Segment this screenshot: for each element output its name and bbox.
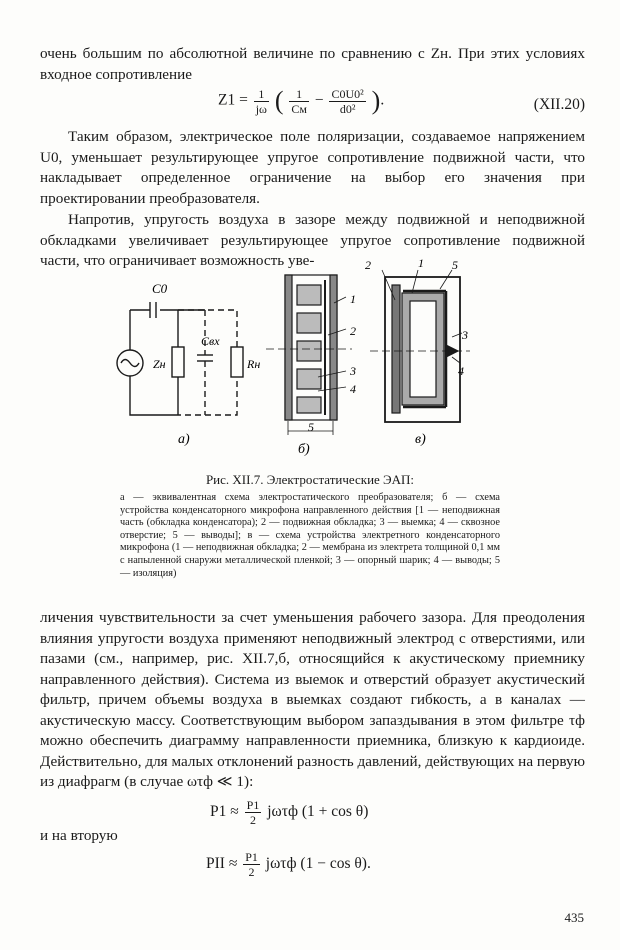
eq-p2-frac bbox=[243, 850, 260, 879]
eq-p2-lhs: PII ≈ bbox=[206, 855, 238, 873]
eq-p1-lhs: P1 ≈ bbox=[210, 803, 239, 821]
label-panel-a: а) bbox=[178, 432, 190, 447]
label-cin: Cвх bbox=[201, 334, 220, 348]
label-b3: 3 bbox=[350, 364, 356, 378]
label-c3: 3 bbox=[462, 328, 468, 342]
eq-frac1-den: jω bbox=[255, 101, 267, 116]
eq-frac1 bbox=[254, 87, 269, 116]
page-number: 435 bbox=[564, 910, 584, 925]
label-c4: 4 bbox=[458, 364, 464, 378]
paragraph-1: очень большим по абсолютной величине по сравнению с Zн. При этих условиях входное сопротивление bbox=[40, 45, 585, 83]
figure-xii7 bbox=[0, 255, 620, 470]
paragraph-3: Напротив, упругость воздуха в зазоре между подвижной и неподвижной обкладками увеличивает результирующее упругое сопротивление подвижной части, что ограничивает возможность уве- bbox=[40, 211, 585, 269]
label-b5: 5 bbox=[308, 420, 314, 434]
label-panel-b: б) bbox=[298, 442, 310, 457]
eq-p1-frac bbox=[245, 798, 262, 827]
equation-p2 bbox=[206, 850, 371, 879]
figure-caption-text: а — эквивалентная схема электростатического преобразователя; б — схема устройства конденсаторного микрофона направленного действия [1 — неподвижная часть (обкладка конденсатора); 2 — подвижная обкладка; 3 — выемка; 4 — сквозное отверстие; 5 — выводы]; в — схема устройства электретного конденсаторного микрофона (1 — неподвижная обкладка; 2 — мембрана из электрета толщиной 0,1 мм с напыленной снаружи металлической пленкой; 3 — опорный шарик; 4 — выводы; 5 — изоляция) bbox=[120, 492, 500, 579]
label-b1: 1 bbox=[350, 292, 356, 306]
eq-frac3-den: d0² bbox=[339, 101, 356, 116]
eq-p1-frac-num: P1 bbox=[246, 798, 260, 812]
eq-frac2-den: Cм bbox=[291, 101, 307, 116]
label-c1: 1 bbox=[418, 256, 424, 270]
label-zn: Zн bbox=[153, 357, 166, 371]
paragraph-5: и на вторую bbox=[40, 827, 118, 844]
label-panel-c: в) bbox=[415, 432, 426, 447]
paragraph-4: личения чувствительности за счет уменьшения рабочего зазора. Для преодоления влияния упругости воздуха применяют неподвижный электрод с отверстиями, или пазами (см., например, рис. XII.7,б, относящийся к акустическому приемнику направленного действия). Система из выемок и отверстий образует акустический фильтр, причем объемы воздуха в выемках создают гибкость, а в каналах — акустическую массу. Соответствующим выбором запаздывания в этом фильтре τф можно обеспечить диаграмму направленности приемника, близкую к кардиоиде. Действительно, для малых отклонений разность давлений, действующих на первую из диафрагм (в случае ωτф ≪ 1): bbox=[40, 609, 585, 790]
eq-frac1-num: 1 bbox=[254, 87, 269, 102]
equation-number: (XII.20) bbox=[533, 96, 585, 113]
equation-xii20: Z1 = $\frac{1}{j\omega}$ ( $\frac{1}{Cм}$ − $\frac{\text{C0U0²}}{\text{d0²}}$ ). bbox=[218, 86, 385, 116]
paragraph-2: Таким образом, электрическое поле поляризации, создаваемое напряжением U0, уменьшает результирующее упругое сопротивление подвижной части, что накладывает определенное ограничение на выбор его значения при проектировании преобразователя. bbox=[40, 128, 585, 207]
eq-minus: − bbox=[314, 91, 324, 109]
eq-lhs: Z1 = bbox=[218, 91, 248, 109]
label-b4: 4 bbox=[350, 382, 356, 396]
label-c0: C0 bbox=[152, 281, 168, 296]
eq-p2-frac-den: 2 bbox=[248, 865, 255, 879]
equation-p1 bbox=[210, 798, 368, 827]
eq-frac2 bbox=[289, 87, 309, 116]
eq-p2-rhs: jωτф (1 − cos θ). bbox=[265, 855, 371, 873]
eq-frac2-num: 1 bbox=[289, 87, 309, 102]
figure-caption-title: Рис. XII.7. Электростатические ЭАП: bbox=[205, 472, 415, 487]
label-rn: Rн bbox=[247, 357, 261, 371]
figure-panel-b bbox=[266, 275, 352, 435]
figure-panel-c bbox=[370, 270, 470, 422]
label-c2: 2 bbox=[365, 258, 371, 272]
eq-p2-frac-num: P1 bbox=[245, 850, 258, 864]
figure-panel-a bbox=[117, 302, 243, 415]
eq-p1-rhs: jωτф (1 + cos θ) bbox=[267, 803, 369, 821]
eq-frac3 bbox=[329, 87, 365, 116]
label-c5: 5 bbox=[452, 258, 458, 272]
label-b2: 2 bbox=[350, 324, 356, 338]
eq-frac3-num: C0U0² bbox=[331, 86, 364, 101]
eq-p1-frac-den: 2 bbox=[249, 813, 256, 827]
